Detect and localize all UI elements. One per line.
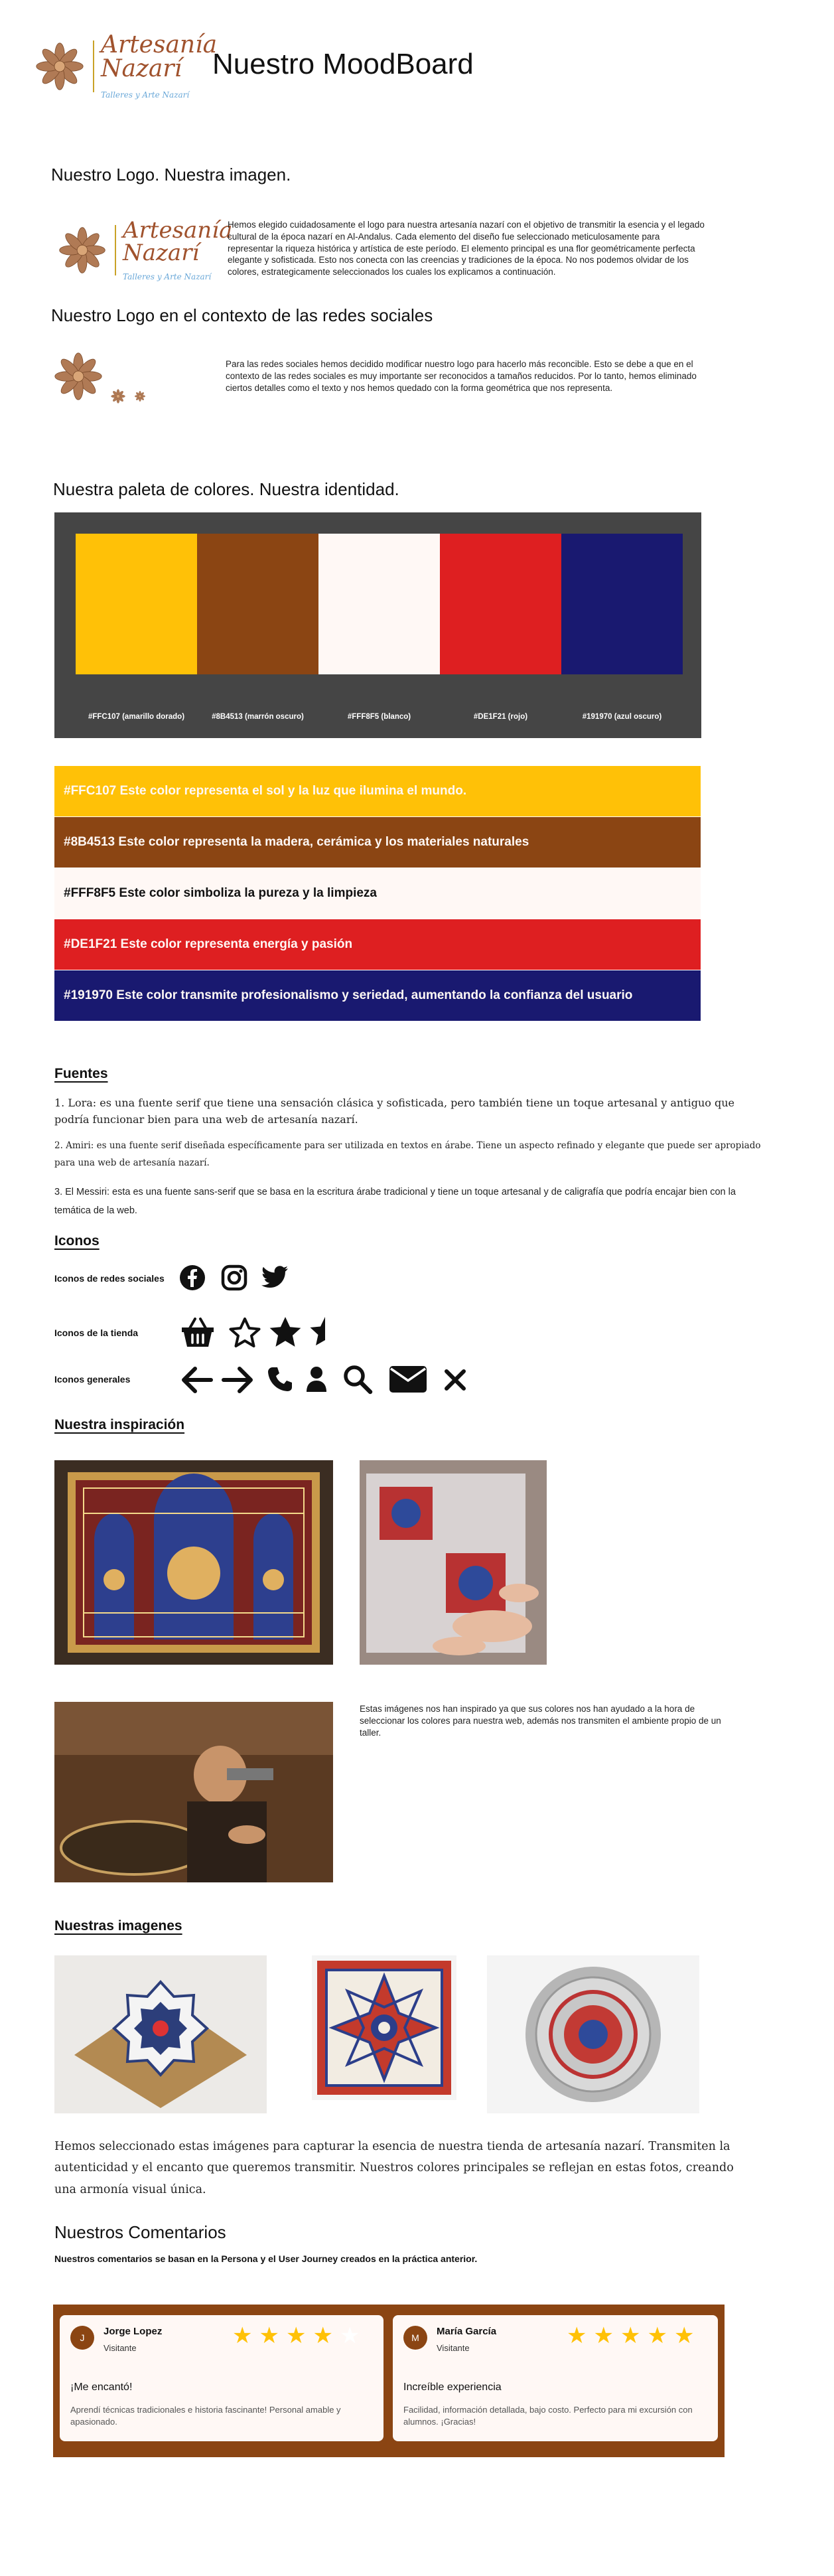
header-logo[interactable]	[33, 33, 217, 100]
logo-name-line2: Nazarí	[123, 240, 200, 266]
images-title: Nuestras imagenes	[54, 1918, 182, 1933]
inspiration-image-workshop-hands	[360, 1460, 547, 1665]
color-description-band: #8B4513 Este color representa la madera, cerámica y los materiales naturales	[54, 817, 701, 868]
font-item-amiri: 2. Amiri: es una fuente serif diseñada específicamente para ser utilizada en textos en árabe. Tiene un aspecto refinado y elegante que puede ser apropiado para una web de artesanía nazarí.	[54, 1140, 761, 1168]
general-icons-label: Iconos generales	[54, 1374, 131, 1385]
comments-title: Nuestros Comentarios	[54, 2222, 226, 2242]
color-swatch-label: #191970 (azul oscuro)	[582, 713, 662, 721]
color-description-band: #DE1F21 Este color representa energía y pasión	[54, 919, 701, 970]
flower-social-icon	[52, 350, 105, 403]
social-logo-title: Nuestro Logo en el contexto de las redes sociales	[51, 305, 433, 325]
star-filled-icon: ★	[567, 2323, 587, 2348]
star-rating	[232, 2324, 360, 2347]
inspiration-title: Nuestra inspiración	[54, 1417, 185, 1432]
star-filled-icon: ★	[593, 2323, 614, 2348]
star-filled-icon[interactable]	[268, 1316, 303, 1349]
avatar: J	[70, 2326, 94, 2350]
star-filled-icon: ★	[259, 2323, 279, 2348]
basket-icon[interactable]	[180, 1318, 215, 1348]
icons-title: Iconos	[54, 1233, 100, 1249]
color-description-band: #191970 Este color transmite profesionalismo y seriedad, aumentando la confianza del usuario	[54, 970, 701, 1021]
comment-headline: ¡Me encantó!	[70, 2382, 133, 2393]
images-text: Hemos seleccionado estas imágenes para capturar la esencia de nuestra tienda de artesanía nazarí. Transmiten la autenticidad y el encanto que queremos transmitir. Nuestros colores principales se reflejan en estas fotos, creando una armonía visual única.	[54, 2140, 734, 2196]
twitter-icon[interactable]	[261, 1266, 289, 1290]
logo-section-title: Nuestro Logo. Nuestra imagen.	[51, 165, 291, 185]
comment-role: Visitante	[437, 2343, 470, 2353]
color-swatch-label: #8B4513 (marrón oscuro)	[212, 713, 304, 721]
shop-icons-label: Iconos de la tienda	[54, 1327, 139, 1338]
fonts-title: Fuentes	[54, 1066, 108, 1081]
font-item-el-messiri: 3. El Messiri: esta es una fuente sans-serif que se basa en la escritura árabe tradicional y tiene un toque artesanal y de caligrafía que podría encajar bien con la temática de la web.	[54, 1187, 736, 1217]
color-swatch-label: #DE1F21 (rojo)	[473, 713, 528, 721]
comment-author: María García	[437, 2326, 497, 2337]
inspiration-text: Estas imágenes nos han inspirado ya que sus colores nos han ayudado a la hora de seleccionar los colores para nuestra web, además nos transmiten el ambiente propio de un taller.	[360, 1704, 721, 1738]
color-swatch	[440, 534, 561, 674]
comment-body: Aprendí técnicas tradicionales e historia fascinante! Personal amable y apasionado.	[70, 2405, 341, 2427]
search-icon[interactable]	[342, 1364, 373, 1395]
mail-icon[interactable]	[389, 1366, 427, 1393]
product-image-tile	[312, 1955, 456, 2100]
logo-name-line1: Artesanía	[123, 217, 233, 244]
arrow-left-icon[interactable]	[180, 1365, 214, 1395]
arrow-right-icon[interactable]	[221, 1365, 254, 1395]
comment-headline: Increíble experiencia	[403, 2382, 502, 2393]
color-swatch-label: #FFC107 (amarillo dorado)	[88, 713, 185, 721]
star-filled-icon: ★	[620, 2323, 641, 2348]
star-filled-icon: ★	[285, 2323, 307, 2348]
star-filled-icon: ★	[313, 2323, 333, 2348]
social-logo-text: Para las redes sociales hemos decidido modificar nuestro logo para hacerlo más reconcible. Esto se debe a que en el contexto de las redes sociales es muy importante ser reconocidos a tamaños reducidos. Por lo tanto, hemos eliminado ciertos detalles como el texto y nos hemos quedado con la forma geométrica que nos representa.	[226, 359, 697, 393]
inspiration-image-artisan	[54, 1702, 333, 1882]
logo-tagline: Talleres y Arte Nazarí	[123, 272, 212, 281]
palette-title: Nuestra paleta de colores. Nuestra identidad.	[53, 479, 399, 499]
comment-body: Facilidad, información detallada, bajo costo. Perfecto para mi excursión con alumnos. ¡Gracias!	[403, 2405, 693, 2427]
product-image-rosette	[487, 1955, 699, 2113]
star-half-icon[interactable]	[309, 1316, 329, 1349]
star-filled-icon: ★	[232, 2323, 253, 2348]
flower-logo-icon	[56, 224, 108, 276]
comment-card	[393, 2315, 718, 2441]
color-swatch	[561, 534, 683, 674]
star-filled-icon: ★	[673, 2323, 695, 2348]
color-swatch	[76, 534, 197, 674]
product-image-star-box	[54, 1955, 267, 2113]
star-outline-icon[interactable]	[228, 1317, 261, 1349]
user-icon[interactable]	[306, 1366, 327, 1393]
logo-section-text: Hemos elegido cuidadosamente el logo para nuestra artesanía nazarí con el objetivo de transmitir la esencia y el legado cultural de la época nazarí en Al-Andalus. Cada elemento del diseño fue seleccionado meticulosamente para representar la riqueza histórica y artística de este período. El elemento principal es una flor geométricamente perfecta elegante y sofisticada. Esto nos conecta con las creencias y tradiciones de la época. No nos podemos olvidar de los colores, estrategicamente seleccionados los cuales los explicamos a continuación.	[228, 220, 705, 277]
logo-image	[56, 219, 232, 281]
color-description-band: #FFF8F5 Este color simboliza la pureza y la limpieza	[54, 868, 701, 919]
color-swatch	[197, 534, 318, 674]
flower-small-icon	[110, 388, 126, 404]
comments-subtitle: Nuestros comentarios se basan en la Persona y el User Journey creados en la práctica anterior.	[54, 2253, 478, 2264]
comment-card	[60, 2315, 383, 2441]
flower-logo-icon	[33, 40, 86, 93]
font-item-lora: 1. Lora: es una fuente serif que tiene una sensación clásica y sofisticada, pero también tiene un toque artesanal y antiguo que podría funcionar bien para una web de artesanía nazarí.	[54, 1097, 734, 1126]
color-swatch	[318, 534, 440, 674]
comment-author: Jorge Lopez	[104, 2326, 163, 2337]
logo-name-line2: Nazarí	[101, 55, 182, 82]
close-icon[interactable]	[444, 1369, 466, 1391]
instagram-icon[interactable]	[221, 1264, 247, 1291]
phone-icon[interactable]	[267, 1366, 293, 1393]
flower-tiny-icon	[134, 390, 146, 402]
page-title: Nuestro MoodBoard	[212, 48, 474, 80]
avatar: M	[403, 2326, 427, 2350]
inspiration-image-arabesque	[54, 1460, 333, 1665]
social-icons-label: Iconos de redes sociales	[54, 1273, 165, 1284]
comment-role: Visitante	[104, 2343, 137, 2353]
facebook-icon[interactable]	[179, 1264, 206, 1291]
star-empty-icon: ★	[339, 2323, 360, 2348]
logo-name-line1: Artesanía	[101, 31, 218, 58]
logo-tagline: Talleres y Arte Nazarí	[101, 90, 190, 100]
comments-panel	[53, 2305, 725, 2457]
color-description-band: #FFC107 Este color representa el sol y la luz que ilumina el mundo.	[54, 766, 701, 816]
star-filled-icon: ★	[647, 2323, 667, 2348]
star-rating	[567, 2324, 694, 2347]
color-swatch-label: #FFF8F5 (blanco)	[347, 713, 411, 721]
palette-box	[54, 512, 701, 738]
